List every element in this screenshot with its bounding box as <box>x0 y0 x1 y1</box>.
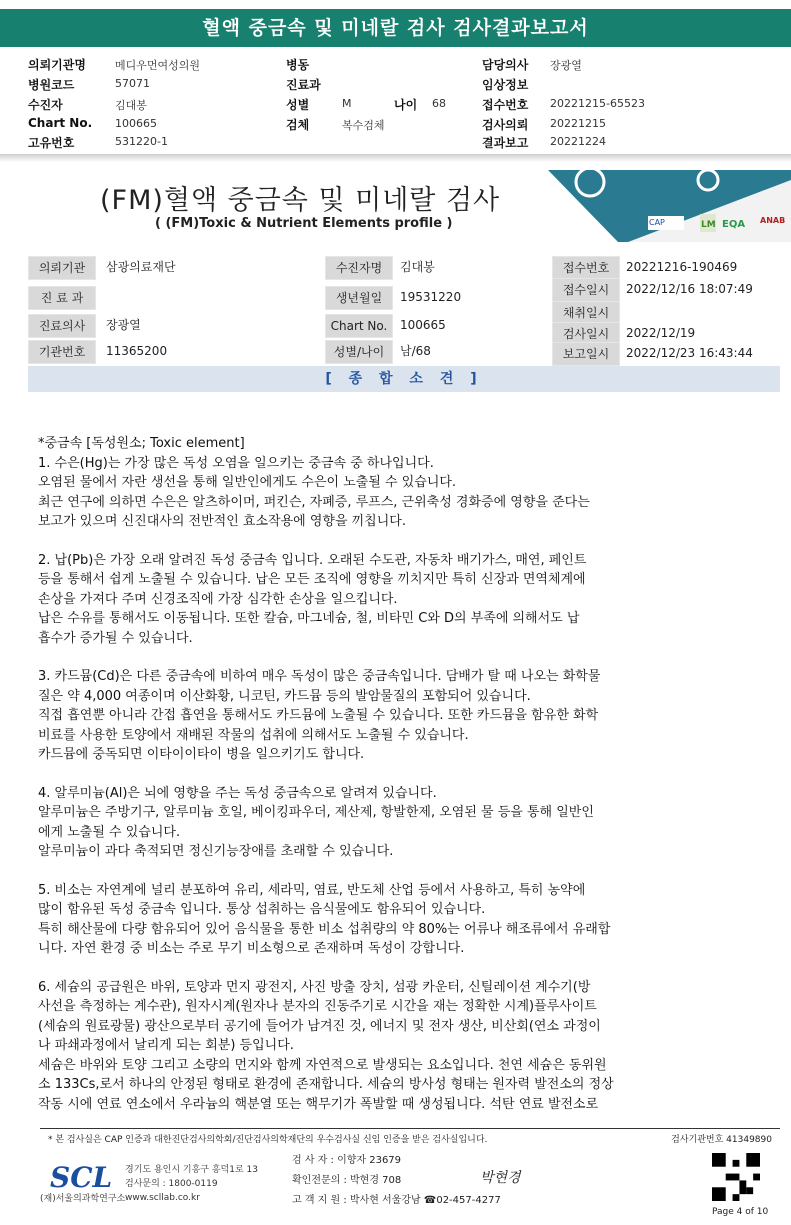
summary-line: 사선을 측정하는 계수관), 원자시계(원자나 분자의 진동주기로 시간을 재는 정확한 시계)플루사이트 <box>38 999 597 1014</box>
institution-label: 의뢰기관명 <box>28 58 86 72</box>
header-info <box>0 50 791 150</box>
doctor-label: 담당의사 <box>482 58 529 72</box>
test-banner <box>0 170 791 245</box>
summary-paragraph <box>38 784 758 862</box>
clinical-label: 임상정보 <box>482 78 529 92</box>
unique-label: 고유번호 <box>28 136 75 150</box>
info-label: 생년월일 <box>325 286 393 310</box>
summary-line: 5. 비소는 자연계에 널리 분포하여 유리, 세라믹, 염료, 반도체 산업 등에서 사용하고, 특히 농약에 <box>38 882 586 898</box>
summary-line: 4. 알루미늄(Al)은 뇌에 영향을 주는 독성 중금속으로 알려져 있습니다. <box>38 785 437 801</box>
summary-line: 알루미늄이 과다 축적되면 정신기능장애를 초래할 수 있습니다. <box>38 844 394 859</box>
summary-line: 에게 노출될 수 있습니다. <box>38 824 181 840</box>
info-value <box>620 301 776 323</box>
staff-block <box>292 1151 501 1211</box>
info-value: 2022/12/16 18:07:49 <box>620 278 776 300</box>
banner-decoration <box>548 170 791 242</box>
summary-line: 최근 연구에 의하면 수은은 알츠하이머, 퍼킨슨, 자폐증, 루프스, 근위축성 경화증에 영향을 준다는 <box>38 494 590 510</box>
address-block <box>125 1163 258 1205</box>
footer <box>40 1128 780 1225</box>
summary-line: 소 133Cs,로서 하나의 안정된 형태로 환경에 존재합니다. 세슘의 방사성 형태는 원자력 발전소의 정상 <box>38 1077 614 1092</box>
banner-title: (FM)혈액 중금속 및 미네랄 검사 <box>100 185 501 216</box>
info-value: 19531220 <box>394 286 550 308</box>
info-label: 수진자명 <box>325 256 393 280</box>
request-value: 20221215 <box>550 117 606 130</box>
specimen-value: 복수검체 <box>342 119 385 132</box>
patient-value: 김대봉 <box>115 99 147 112</box>
ward-label: 병동 <box>286 58 310 72</box>
info-value: 김대봉 <box>394 256 550 278</box>
age-label: 나이 <box>394 98 418 112</box>
info-value: 100665 <box>394 314 550 336</box>
unique-value: 531220-1 <box>115 135 168 148</box>
patient-label: 수진자 <box>28 98 63 112</box>
summary-line: 흡수가 증가될 수 있습니다. <box>38 630 193 646</box>
website-link[interactable]: www.scllab.co.kr <box>125 1193 200 1203</box>
info-label: 접수일시 <box>552 278 620 302</box>
specialist-line: 확인전문의 : 박현경 708 <box>292 1175 402 1186</box>
phone-line: 검사문의 : 1800-0119 <box>125 1179 218 1189</box>
info-label: 기관번호 <box>28 340 96 364</box>
summary-line: 납은 수유를 통해서도 이동됩니다. 또한 칼슘, 마그네슘, 철, 비타민 C와 D의 부족에 의해서도 납 <box>38 611 580 626</box>
summary-line: 많이 함유된 독성 중금속 입니다. 통상 섭취하는 음식물에도 함유되어 있습니다. <box>38 902 486 917</box>
summary-line: 카드뮴에 중독되면 이타이이타이 병을 일으키기도 합니다. <box>38 747 365 762</box>
anab-logo: ANAB <box>760 216 786 225</box>
info-label: 보고일시 <box>552 342 620 366</box>
info-value: 20221216-190469 <box>620 256 776 278</box>
summary-line: 6. 세슘의 공급원은 바위, 토양과 먼지 광전지, 사진 방출 장치, 섬광 카운터, 신틸레이션 계수기(방 <box>38 979 591 995</box>
sex-label: 성별 <box>286 98 310 112</box>
summary-line: 2. 납(Pb)은 가장 오래 알려진 독성 중금속 입니다. 오래된 수도관, 자동차 배기가스, 매연, 페인트 <box>38 552 587 568</box>
qr-code-icon <box>712 1153 760 1201</box>
info-value: 장광열 <box>100 314 326 336</box>
summary-paragraph <box>38 667 758 765</box>
age-value: 68 <box>432 97 446 110</box>
tester-line: 검 사 자 : 이향자 23679 <box>292 1155 402 1166</box>
dept-label: 진료과 <box>286 78 321 92</box>
summary-line: (세슘의 원료광물) 광산으로부터 공기에 들어가 남겨진 것, 에너지 및 전자 생산, 비산회(연소 과정이 <box>38 1018 601 1034</box>
summary-line: 비료를 사용한 토양에서 재배된 작물의 섭취에 의해서도 노출될 수 있습니다. <box>38 727 469 743</box>
info-label: 진 료 과 <box>28 286 96 310</box>
info-label: 채취일시 <box>552 301 620 325</box>
summary-line: 등을 통해서 쉽게 노출될 수 있습니다. 납은 모든 조직에 영향을 끼치지만 특히 신장과 면역체계에 <box>38 572 586 587</box>
info-value: 삼광의료재단 <box>100 256 326 278</box>
scl-name: (재)서울의과학연구소 <box>40 1194 126 1204</box>
summary-line: 질은 약 4,000 여종이며 이산화황, 니코틴, 카드뮴 등의 발암물질의 포함되어 있습니다. <box>38 688 531 704</box>
eqa-logo: EQA <box>722 219 746 230</box>
summary-line: 손상을 가져다 주며 신경조직에 가장 심각한 손상을 일으킵니다. <box>38 591 398 607</box>
report-title: 혈액 중금속 및 미네랄 검사 검사결과보고서 <box>0 9 791 47</box>
result-value: 20221224 <box>550 135 606 148</box>
doctor-value: 장광열 <box>550 59 582 72</box>
summary-line: 3. 카드뮴(Cd)은 다른 중금속에 비하여 매우 독성이 많은 중금속입니다. 담배가 탈 때 나오는 화학물 <box>38 669 601 684</box>
summary-paragraph <box>38 434 758 532</box>
scl-logo: SCL <box>50 1161 113 1194</box>
summary-line: 알루미늄은 주방기구, 알루미늄 호일, 베이킹파우더, 제산제, 항발한제, 오염된 물 등을 통해 일반인 <box>38 805 594 820</box>
summary-line: 작동 시에 연료 연소에서 우라늄의 핵분열 또는 핵무기가 폭발할 때 생성됩니다. 석탄 연료 발전소로 <box>38 1096 599 1112</box>
chart-label: Chart No. <box>28 116 93 130</box>
sex-value: M <box>342 97 352 110</box>
page-number: Page 4 of 10 <box>712 1207 769 1217</box>
summary-line: 보고가 있으며 신진대사의 전반적인 효소작용에 영향을 끼칩니다. <box>38 514 406 529</box>
info-label: 의뢰기관 <box>28 256 96 280</box>
info-label: Chart No. <box>325 314 393 338</box>
info-value: 2022/12/19 <box>620 322 776 344</box>
info-label: 진료의사 <box>28 314 96 338</box>
institution-value: 메디우먼여성의원 <box>115 59 201 72</box>
summary-paragraph <box>38 881 758 959</box>
summary-title: [ 종 합 소 견 ] <box>28 366 780 392</box>
receipt-label: 접수번호 <box>482 98 529 112</box>
summary-line: 직접 흡연뿐 아니라 간접 흡연을 통해서도 카드뮴에 노출될 수 있습니다. 또한 카드뮴을 함유한 화학 <box>38 708 599 723</box>
hospital-code-value: 57071 <box>115 77 150 90</box>
info-label: 접수번호 <box>552 256 620 280</box>
summary-paragraph <box>38 978 758 1115</box>
section-divider <box>0 154 791 162</box>
summary-line: 특히 해산물에 다량 함유되어 있어 음식물을 통한 비소 섭취량의 약 80%는 어류나 해조류에서 유래합 <box>38 921 611 937</box>
summary-paragraph <box>38 551 758 649</box>
certification-note: * 본 검사실은 CAP 인증과 대한진단검사의학회/진단검사의학재단의 우수검사실 신임 인증을 받은 검사실입니다. <box>48 1135 488 1145</box>
org-number: 검사기관번호 41349890 <box>671 1135 772 1145</box>
summary-line: *중금속 [독성원소; Toxic element] <box>38 436 245 451</box>
request-label: 검사의뢰 <box>482 118 529 132</box>
summary-line: 나 파쇄과정에서 날리게 되는 회분) 등입니다. <box>38 1038 294 1053</box>
summary-line: 1. 수은(Hg)는 가장 많은 독성 오염을 일으키는 중금속 중 하나입니다. <box>38 455 434 471</box>
summary-line: 니다. 자연 환경 중 비소는 주로 무기 비소형으로 존재하며 독성이 강합니다. <box>38 941 465 956</box>
summary-body <box>38 434 758 1133</box>
result-label: 결과보고 <box>482 136 529 150</box>
info-label: 검사일시 <box>552 322 620 346</box>
summary-line: 세슘은 바위와 토양 그리고 소량의 먼지와 함께 자연적으로 발생되는 요소입니다. 천연 세슘은 동위원 <box>38 1057 607 1073</box>
specimen-label: 검체 <box>286 118 310 132</box>
address-line: 경기도 용인시 기흥구 흥덕1로 13 <box>125 1165 258 1175</box>
support-line: 고 객 지 원 : 박사현 서울강남 ☎02-457-4277 <box>292 1195 501 1206</box>
summary-line: 오염된 물에서 자란 생선을 통해 일반인에게도 수은이 노출될 수 있습니다. <box>38 475 457 490</box>
banner-subtitle: ( (FM)Toxic & Nutrient Elements profile ) <box>155 216 453 231</box>
receipt-value: 20221215-65523 <box>550 97 645 110</box>
info-value: 11365200 <box>100 340 326 362</box>
info-value: 남/68 <box>394 340 550 362</box>
hospital-code-label: 병원코드 <box>28 78 75 92</box>
signature: 박현경 <box>480 1170 521 1186</box>
info-value: 2022/12/23 16:43:44 <box>620 342 776 364</box>
info-label: 성별/나이 <box>325 340 393 364</box>
lm-logo: LM <box>701 220 716 230</box>
info-value <box>100 286 326 308</box>
chart-value: 100665 <box>115 117 157 130</box>
cap-logo: CAP <box>649 218 665 227</box>
